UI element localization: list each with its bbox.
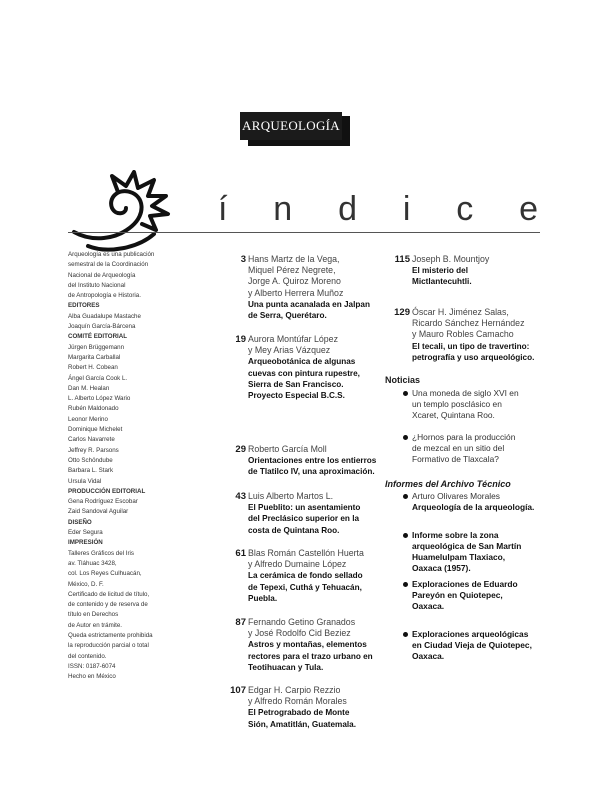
entry-title: Puebla. (248, 593, 278, 603)
colophon-line: Zaid Sandoval Aguilar (68, 508, 129, 516)
entry-title: Sión, Amatitlán, Guatemala. (248, 719, 356, 729)
contents-entry[interactable] (235, 334, 383, 401)
archive-line: Oaxaca (1957). (412, 563, 471, 573)
contents-entry[interactable] (235, 548, 383, 604)
entry-author: Joseph B. Mountjoy (412, 254, 490, 264)
entry-title: Orientaciones entre los entierros (248, 456, 377, 466)
entry-author: Ricardo Sánchez Hernández (412, 318, 525, 329)
index-letter: i (402, 190, 411, 228)
archive-item[interactable] (412, 579, 552, 612)
archive-line: Informe sobre la zona (412, 530, 499, 540)
contents-entry[interactable] (394, 254, 552, 288)
colophon-line: av. Tláhuac 3428, (68, 559, 117, 567)
archive-item[interactable] (412, 491, 552, 513)
entry-title: Arqueobotánica de algunas (248, 357, 356, 367)
bullet-icon (403, 494, 408, 499)
colophon-line: Otto Schöndube (68, 456, 113, 464)
entry-author: Jorge A. Quiroz Moreno (248, 276, 341, 287)
news-item[interactable] (412, 388, 552, 421)
entry-author: Blas Román Castellón Huerta (248, 548, 364, 558)
colophon-line: Queda estrictamente prohibida (68, 631, 153, 639)
colophon-line: de contenido y de reserva de (68, 601, 148, 609)
page-number: 87 (235, 617, 246, 628)
entry-author: y Alfredo Dumaine López (248, 559, 347, 570)
archive-line: Oaxaca. (412, 651, 445, 661)
colophon (68, 250, 218, 682)
news-line: Xcaret, Quintana Roo. (412, 410, 495, 420)
contents-entry[interactable] (230, 685, 383, 730)
entry-title: cuevas con pintura rupestre, (248, 368, 360, 378)
colophon-line: Robert H. Cobean (68, 364, 118, 372)
bullet-icon (403, 582, 408, 587)
archive-line: Exploraciones arqueológicas (412, 629, 529, 639)
entry-title: de Tlatilco IV, una aproximación. (248, 467, 375, 477)
entry-title: El Pueblito: un asentamiento (248, 503, 361, 513)
entry-title: Teotihuacan y Tula. (248, 662, 324, 672)
colophon-line: Ángel García Cook L. (68, 374, 128, 382)
logo-text: ARQUEOLOGÍA (240, 112, 342, 140)
page-number: 29 (235, 444, 246, 455)
entry-author: y José Rodolfo Cid Beziez (248, 628, 351, 639)
entry-title: de Tepexi, Cuthá y Tehuacán, (248, 582, 362, 592)
colophon-line: Ursula Vidal (68, 477, 102, 485)
colophon-line: Eder Segura (68, 529, 103, 537)
entry-author: y Mauro Robles Camacho (412, 329, 514, 340)
page-number: 129 (394, 307, 410, 318)
entry-title: costa de Quintana Roo. (248, 525, 340, 535)
page-number: 3 (240, 254, 246, 265)
colophon-line: México, D. F. (68, 580, 104, 588)
colophon-heading: IMPRESIÓN (68, 539, 103, 547)
news-line: ¿Hornos para la producción (412, 432, 516, 442)
entry-title: de Serra, Querétaro. (248, 311, 327, 321)
news-item[interactable] (412, 432, 552, 465)
index-letter: e (519, 190, 538, 228)
colophon-line: Dominique Michelet (68, 426, 123, 434)
page-number: 107 (230, 685, 246, 696)
entry-title: del Preclásico superior en la (248, 514, 360, 524)
entry-author: Roberto García Moll (248, 444, 327, 454)
colophon-heading: EDITORES (68, 302, 100, 310)
colophon-heading: DISEÑO (68, 518, 92, 526)
entry-title: Proyecto Especial B.C.S. (248, 391, 345, 401)
archive-line: Pareyón en Quiotepec, (412, 590, 503, 600)
colophon-line: título en Derechos (68, 611, 119, 619)
archive-line: arqueológica de San Martín (412, 541, 522, 551)
colophon-line: col. Los Reyes Culhuacán, (68, 570, 142, 578)
colophon-line: de Antropología e Historia. (68, 292, 141, 300)
colophon-line: Rubén Maldonado (68, 405, 119, 413)
section-heading: Informes del Archivo Técnico (385, 479, 511, 489)
index-letter: í (218, 190, 228, 228)
index-letter: d (338, 190, 357, 228)
archive-item[interactable] (412, 530, 552, 574)
colophon-line: ISSN: 0187-6074 (68, 662, 116, 670)
entry-author: Luis Alberto Martos L. (248, 491, 334, 501)
archive-line: Exploraciones de Eduardo (412, 579, 518, 589)
page-number: 43 (235, 491, 246, 502)
contents-entry[interactable] (235, 491, 383, 536)
colophon-line: Barbara L. Stark (68, 467, 114, 475)
colophon-line: Jürgen Brüggemann (68, 343, 125, 351)
colophon-line: Gena Rodríguez Escobar (68, 498, 138, 506)
title-rule (68, 232, 540, 233)
entry-author: y Mey Arias Vázquez (248, 345, 331, 356)
colophon-line: del Instituto Nacional (68, 281, 126, 289)
colophon-line: Carlos Navarrete (68, 436, 115, 444)
colophon-line: Hecho en México (68, 673, 116, 681)
colophon-line: L. Alberto López Wario (68, 395, 131, 403)
entry-title: El tecali, un tipo de travertino: (412, 341, 530, 351)
colophon-line: Joaquín García-Bárcena (68, 323, 136, 331)
page-number: 61 (235, 548, 246, 559)
colophon-line: la reproducción parcial o total (68, 642, 149, 650)
colophon-line: Alba Guadalupe Mastache (68, 312, 141, 320)
colophon-line: Leonor Merino (68, 415, 108, 423)
entry-title: Astros y montañas, elementos (248, 640, 367, 650)
index-title (218, 190, 538, 229)
entry-title: Mictlantecuhtli. (412, 277, 472, 287)
page-number: 115 (394, 254, 410, 265)
section-heading: Noticias (385, 375, 421, 385)
bullet-icon (403, 533, 408, 538)
colophon-line: Jeffrey R. Parsons (68, 446, 119, 454)
colophon-line: Margarita Carballal (68, 353, 121, 361)
entry-author: Óscar H. Jiménez Salas, (412, 307, 509, 317)
index-letter: n (273, 190, 293, 228)
archive-line: en Ciudad Vieja de Quiotepec, (412, 640, 532, 650)
contents-entry[interactable] (240, 254, 383, 321)
bullet-icon (403, 632, 408, 637)
contents-entry[interactable] (235, 444, 383, 478)
entry-title: La cerámica de fondo sellado (248, 571, 363, 581)
news-line: Formativo de Tlaxcala? (412, 454, 499, 464)
colophon-line: Nacional de Arqueología (68, 271, 136, 279)
bullet-icon (403, 391, 408, 396)
entry-author: Fernando Getino Granados (248, 617, 356, 627)
colophon-line: de Autor en trámite. (68, 621, 122, 629)
entry-title: Sierra de San Francisco. (248, 379, 344, 389)
colophon-line: Arqueología es una publicación (68, 251, 155, 258)
entry-title: El Petrograbado de Monte (248, 708, 350, 718)
entry-title: Una punta acanalada en Jalpan (248, 299, 370, 309)
colophon-line: del contenido. (68, 652, 107, 660)
archive-line: Huamelulpam Tlaxiaco, (412, 552, 506, 562)
entry-title: El misterio del (412, 266, 468, 276)
archive-line: Arqueología de la arqueología. (412, 502, 535, 512)
page-number: 19 (235, 334, 246, 345)
news-line: un templo posclásico en (412, 399, 502, 409)
colophon-line: Dan M. Healan (68, 384, 110, 392)
colophon-line: Talleres Gráficos del Iris (68, 549, 135, 557)
contents-entry[interactable] (394, 307, 552, 363)
sun-swirl-emblem (68, 170, 180, 254)
colophon-line: Certificado de licitud de título, (68, 590, 150, 598)
entry-author: y Alfredo Román Morales (248, 696, 347, 707)
colophon-heading: COMITÉ EDITORIAL (68, 333, 128, 341)
entry-author: Hans Martz de la Vega, (248, 254, 340, 264)
index-letter: c (456, 190, 474, 228)
entry-author: Miquel Pérez Negrete, (248, 265, 336, 276)
archive-line: Oaxaca. (412, 601, 445, 611)
journal-logo (240, 112, 350, 146)
entry-title: rectores para el trazo urbano en (248, 651, 373, 661)
entry-author: y Alberto Herrera Muñoz (248, 287, 344, 298)
bullet-icon (403, 435, 408, 440)
entry-title: petrografía y uso arqueológico. (412, 352, 535, 362)
entry-author: Aurora Montúfar López (248, 334, 338, 344)
news-line: de mezcal en un sitio del (412, 443, 505, 453)
archive-item[interactable] (412, 629, 552, 662)
contents-entry[interactable] (235, 617, 383, 673)
colophon-line: semestral de la Coordinación (68, 261, 149, 269)
entry-author: Edgar H. Carpio Rezzio (248, 685, 341, 695)
colophon-heading: PRODUCCIÓN EDITORIAL (68, 487, 146, 495)
news-line: Una moneda de siglo XVI en (412, 388, 519, 398)
archive-author: Arturo Olivares Morales (412, 491, 500, 501)
